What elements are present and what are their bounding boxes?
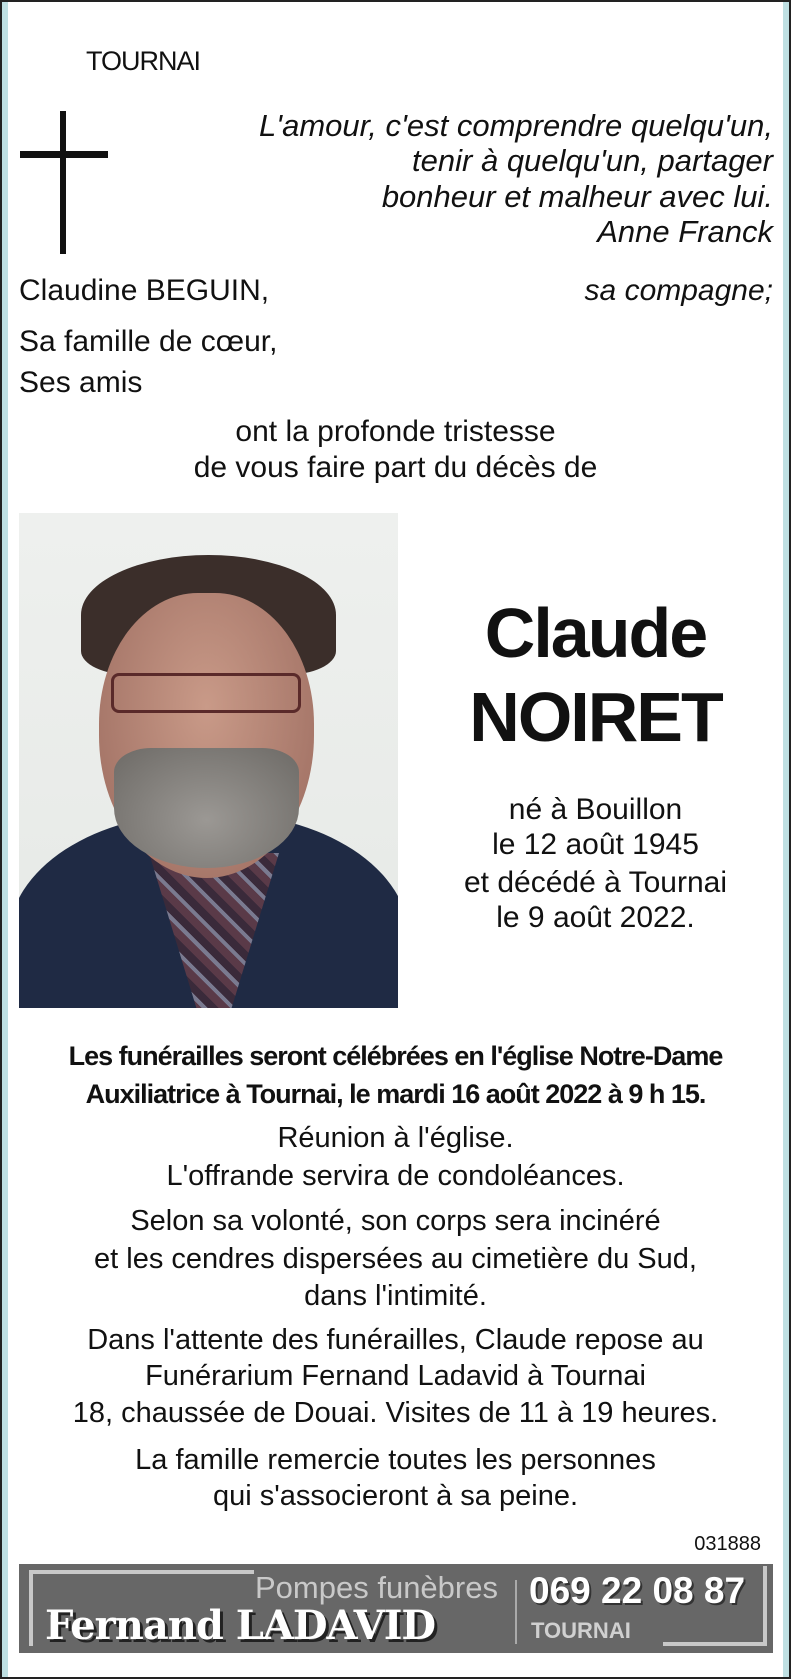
funeral-line: dans l'intimité. <box>304 1280 487 1312</box>
funeral-bold-line: Les funérailles seront célébrées en l'église Notre-Dame <box>68 1041 723 1071</box>
announcement-line: de vous faire part du décès de <box>193 451 598 484</box>
friends-line: Ses amis <box>19 366 143 399</box>
header-city: TOURNAI <box>86 46 201 76</box>
quote-line: L'amour, c'est comprendre quelqu'un, <box>258 108 773 143</box>
deceased-detail: né à Bouillon <box>508 793 683 826</box>
deceased-first-name: Claude <box>484 594 707 672</box>
funeral-line: Réunion à l'église. <box>277 1122 514 1154</box>
banner-city: TOURNAI <box>531 1618 631 1643</box>
funeral-home-banner <box>19 1564 773 1653</box>
funeral-bold-line: Auxiliatrice à Tournai, le mardi 16 août 2022 à 9 h 15. <box>85 1079 706 1109</box>
funeral-line: La famille remercie toutes les personnes <box>135 1444 656 1476</box>
cross-vertical-bar <box>60 111 66 254</box>
funeral-line: Dans l'attente des funérailles, Claude repose au <box>87 1324 704 1356</box>
announcement-line: ont la profonde tristesse <box>235 415 556 448</box>
funeral-line: 18, chaussée de Douai. Visites de 11 à 19 heures. <box>72 1397 719 1429</box>
funeral-line: qui s'associeront à sa peine. <box>212 1480 579 1512</box>
banner-divider <box>515 1580 517 1644</box>
deceased-photo <box>19 513 398 1008</box>
quote-line: tenir à quelqu'un, partager <box>412 143 773 178</box>
deceased-detail: le 9 août 2022. <box>496 901 695 934</box>
cross-horizontal-bar <box>20 151 108 158</box>
funeral-line: Selon sa volonté, son corps sera incinéré <box>130 1205 661 1237</box>
funeral-line: L'offrande servira de condoléances. <box>166 1160 625 1192</box>
banner-company: Fernand LADAVID <box>45 1602 436 1649</box>
deceased-detail: et décédé à Tournai <box>464 866 727 899</box>
deceased-detail: le 12 août 1945 <box>492 828 699 861</box>
family-line: Sa famille de cœur, <box>19 325 278 358</box>
reference-number: 031888 <box>694 1533 761 1555</box>
quote-line: bonheur et malheur avec lui. <box>381 179 773 214</box>
partner-name: Claudine BEGUIN, <box>19 274 270 307</box>
partner-role: sa compagne; <box>584 274 773 307</box>
banner-phone: 069 22 08 87 <box>529 1570 746 1611</box>
funeral-line: et les cendres dispersées au cimetière du Sud, <box>94 1243 697 1275</box>
deceased-last-name: NOIRET <box>469 678 722 756</box>
banner-subtitle: Pompes funèbres <box>255 1570 498 1605</box>
quote-author: Anne Franck <box>597 214 773 249</box>
funeral-line: Funérarium Fernand Ladavid à Tournai <box>145 1360 646 1392</box>
